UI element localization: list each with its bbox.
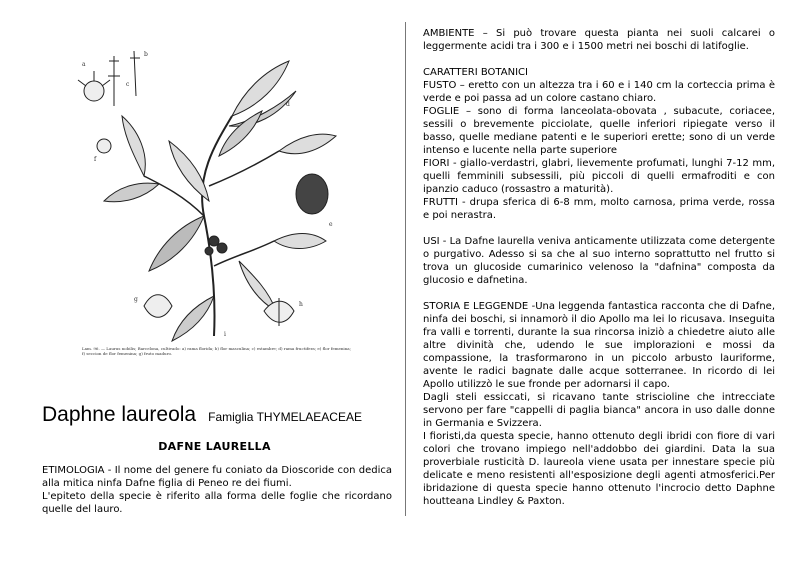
storia-paragraph: STORIA E LEGGENDE -Una leggenda fantastica racconta che di Dafne, ninfa dei boschi, si innamorò il dio Apollo ma lei lo ricusava. Inseguita fra valli e torrenti, durante la sua rincorsa iniziò a chiedetre aiuto alle altre divinità che, udendo le sue implorazioni e mossi da compassione, la trasformarono in un piccolo arbusto lauriforme, avente le radici bagnate dalle acque sotterranee. In ricordo di lei Apollo utilizzò le sue fronde per adornarsi il capo. (423, 301, 775, 390)
etymology-section (42, 464, 392, 516)
plate-label: d (286, 101, 290, 108)
caratteri-title: CARATTERI BOTANICI (423, 67, 528, 78)
etymology-paragraph: L'epiteto della specie è riferito alla forma delle foglie che ricordano quelle del lauro. (42, 491, 392, 515)
plate-label: i (224, 331, 226, 338)
illustration-caption: Lam. 96. — Laurus nobilis; Barcelona, cultivado: a) rama florida; b) flor masculina; c) estambre; d) rama fructifera; e) flor femenina; f) seccion de flor femenina; g) fruto maduro. (82, 346, 352, 356)
plate-label: g (134, 296, 138, 303)
right-column (423, 27, 775, 508)
plate-label: a (82, 61, 86, 68)
family-name: Famiglia THYMELAEACEAE (208, 410, 362, 424)
usi-paragraph: USI - La Dafne laurella veniva anticamente utilizzata come detergente o purgativo. Adesso si sa che al suo interno soprattutto nel frutto si trova un glucoside cumarinico velenoso la "dafnina" composta da glucosio e dafnetina. (423, 236, 775, 286)
common-name: DAFNE LAURELLA (158, 440, 271, 453)
botanical-illustration (64, 36, 346, 358)
frutti-paragraph: FRUTTI - drupa sferica di 6-8 mm, molto carnosa, prima verde, rossa e poi nerastra. (423, 197, 775, 221)
fiori-paragraph: FIORI - giallo-verdastri, glabri, lievemente profumati, lunghi 7-12 mm, quelli femminili subsessili, più piccoli di quelli ermafroditi e con ipanzio caduco (rossastro a maturità). (423, 158, 775, 195)
plate-label: f (94, 156, 97, 163)
fioristi-paragraph: I fioristi,da questa specie, hanno ottenuto degli ibridi con fiore di vari colori che trovano impiego nell'addobbo dei giardini. Data la sua proverbiale rusticità D. laureola viene usata per innestare specie più delicate e meno resistenti all'esposizione degli agenti atmosferici.Per ibridazione di questa specie hanno ottenuto l'incrocio detto Daphne houtteana Lindley & Paxton. (423, 431, 775, 507)
fusto-paragraph: FUSTO – eretto con un altezza tra i 60 e i 140 cm la corteccia prima è verde e poi passa ad un colore castano chiaro. (423, 80, 775, 104)
plate-label: b (144, 51, 148, 58)
column-divider (405, 22, 406, 516)
plate-label: e (329, 221, 333, 228)
species-name: Daphne laureola (42, 403, 197, 426)
ambiente-paragraph: AMBIENTE – Si può trovare questa pianta nei suoli calcarei o leggermente acidi tra i 300 e i 1500 metri nei boschi di latifoglie. (423, 28, 775, 52)
steli-paragraph: Dagli steli essiccati, si ricavano tante striscioline che intrecciate servono per fare "cappelli di paglia bianca" ancora in uso dalle donne in Germania e Svizzera. (423, 392, 775, 429)
plate-label: c (126, 81, 130, 88)
plate-label: h (299, 301, 303, 308)
etymology-paragraph: ETIMOLOGIA - Il nome del genere fu coniato da Dioscoride con dedica alla mitica ninfa Dafne figlia di Peneo re dei fiumi. (42, 465, 392, 489)
foglie-paragraph: FOGLIE – sono di forma lanceolata-obovata , subacute, coriacee, sessili o brevemente picciolate, quelle inferiori ripiegate verso il basso, quelle mediane patenti e le superiori erette; sono di un verde intenso e lucente nella parte superiore (423, 106, 775, 156)
species-header (42, 403, 362, 427)
